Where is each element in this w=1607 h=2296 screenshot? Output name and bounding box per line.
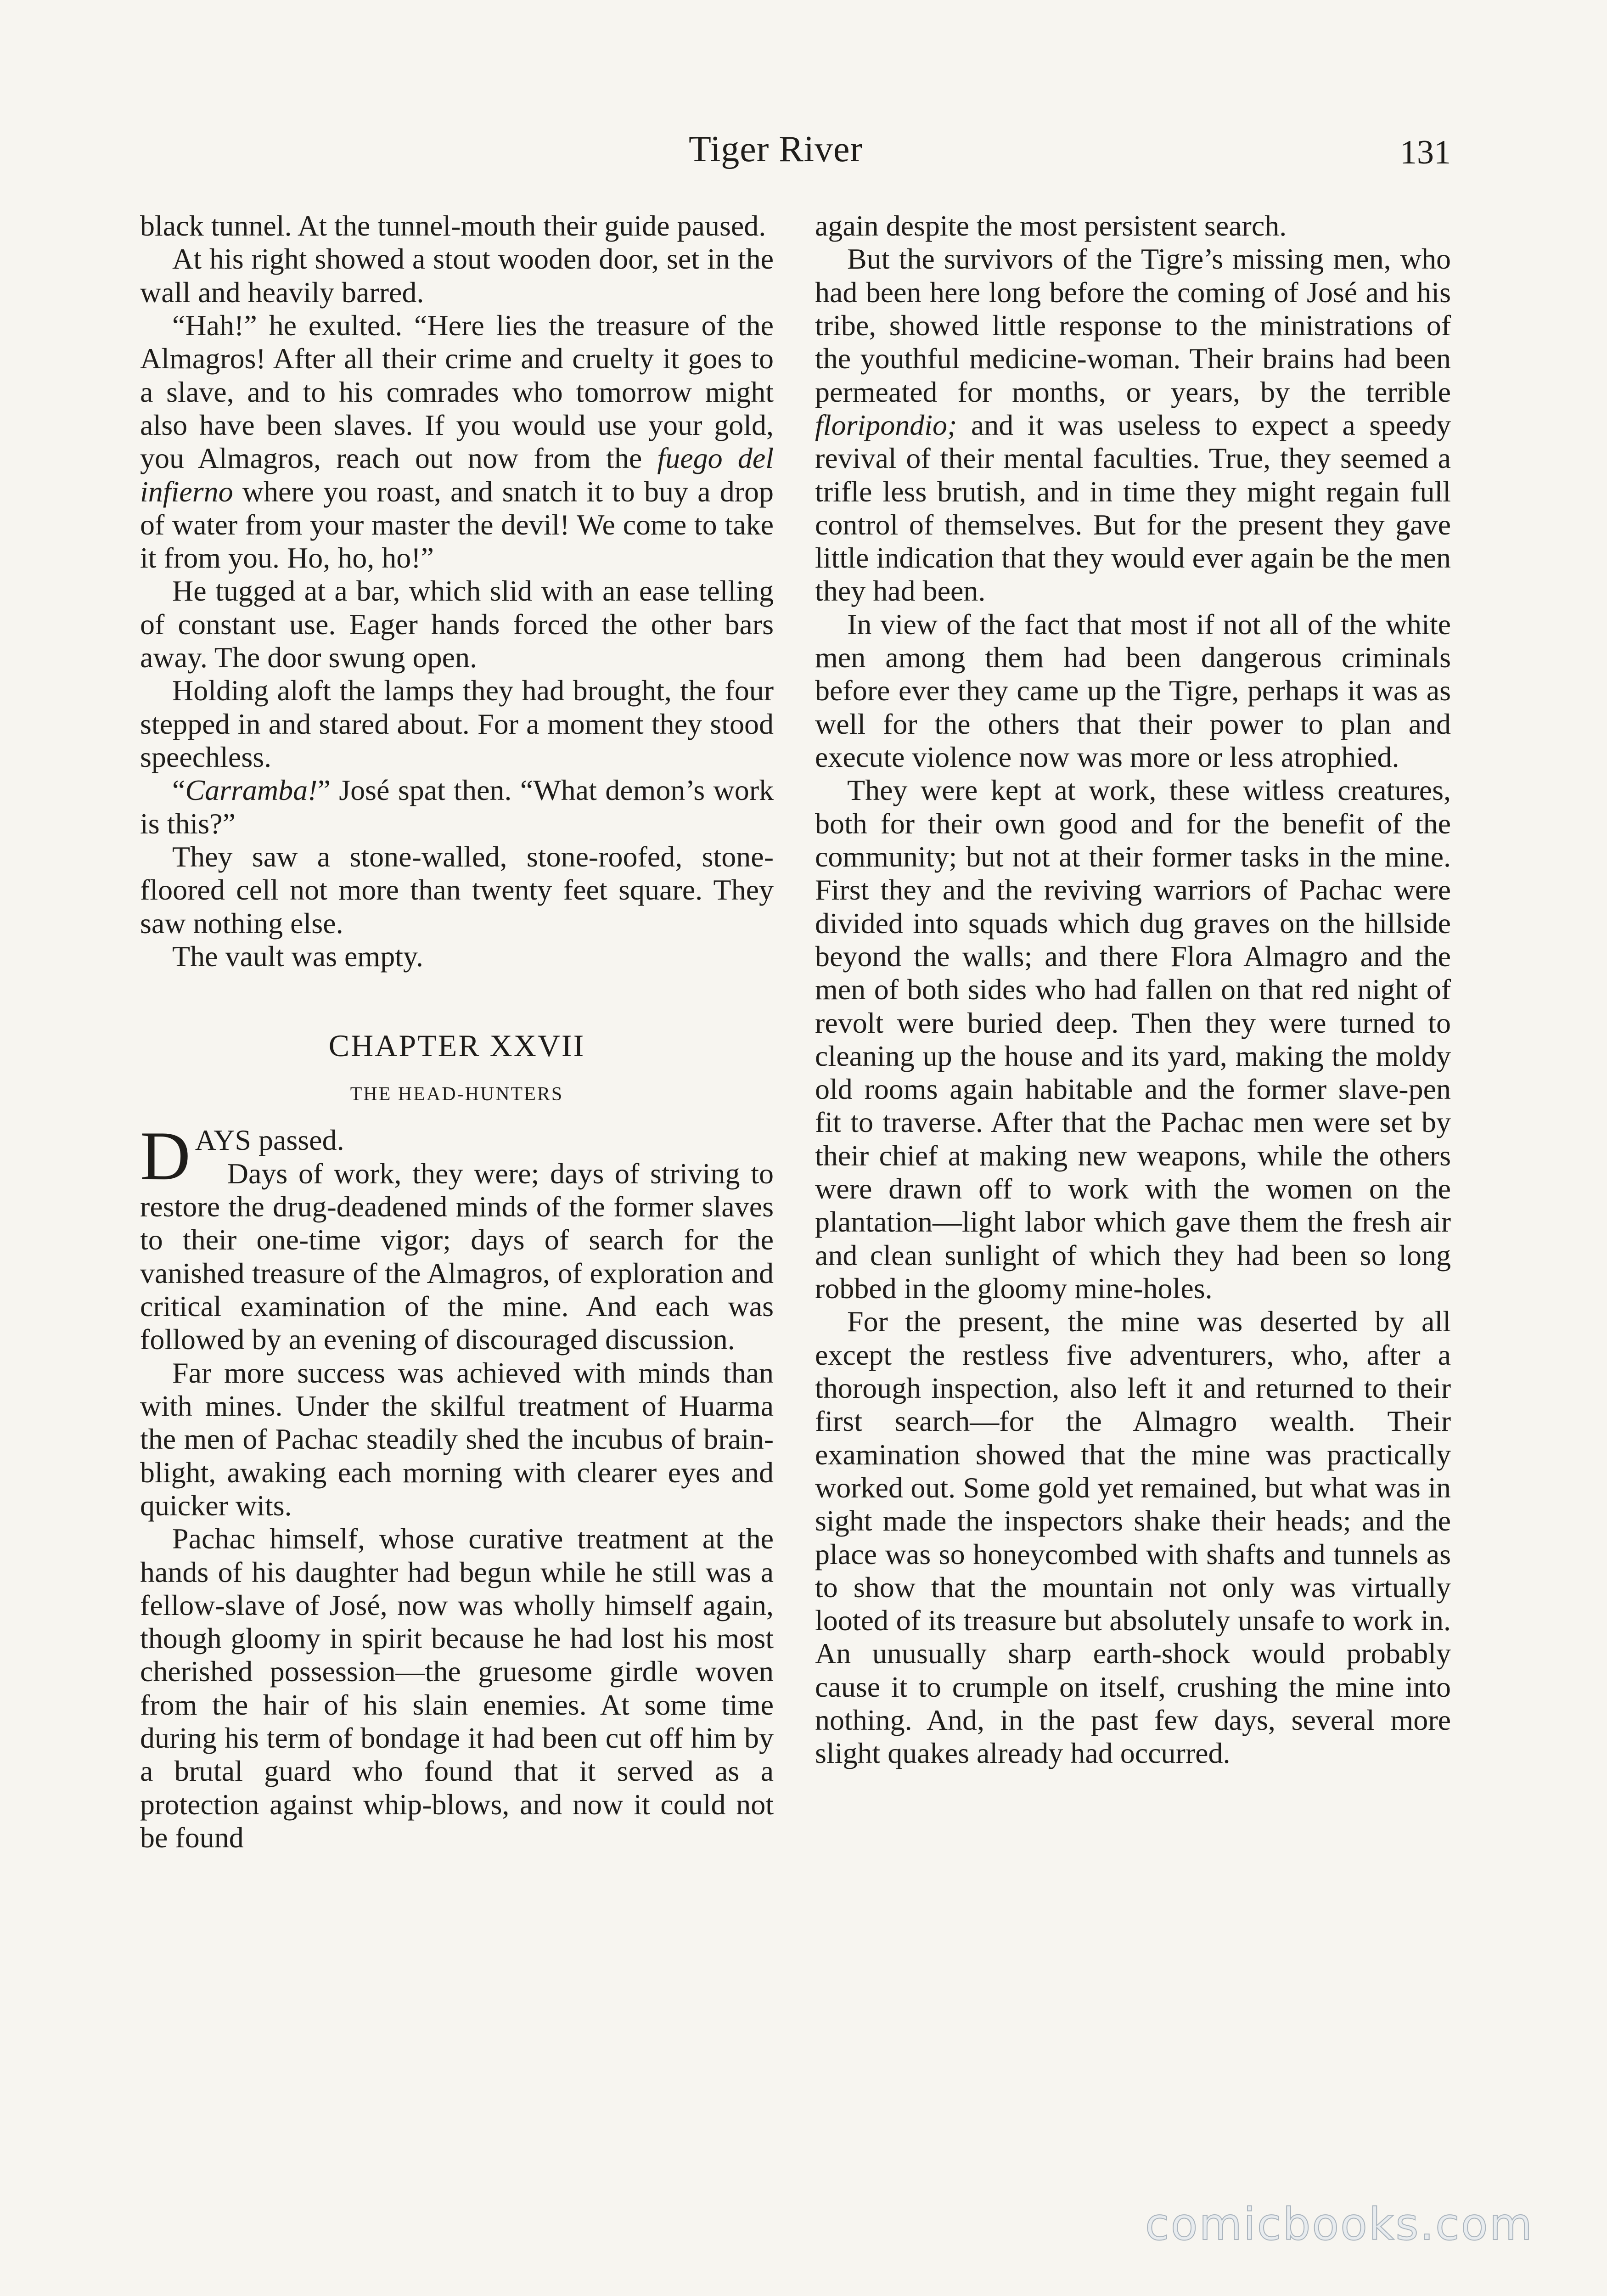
paragraph: The vault was empty.	[172, 940, 423, 973]
paragraph: Holding aloft the lamps they had brought, the four stepped in and stared about. For a moment they stood speechless.	[140, 674, 774, 773]
text-run: ” José spat then. “What demon’s work is this?”	[140, 774, 774, 840]
text-run: But the survivors of the Tigre’s missing men, who had been here long before the coming of José and his tribe, showed little response to the ministrations of the youthful medicine-woman. Their brains had been permeated for months, or years, by the terrible	[815, 242, 1451, 408]
text-run: and it was useless to expect a speedy revival of their mental faculties. True, they seemed a trifle less brutish, and in time they might regain full control of themselves. But for the present they gave little indication that they would ever again be the men they had been.	[815, 408, 1451, 608]
paragraph	[140, 309, 774, 575]
paragraph: At his right showed a stout wooden door, set in the wall and heavily barred.	[140, 242, 774, 309]
italic-phrase: fuego del infierno	[140, 442, 774, 508]
opening-paragraph	[140, 1117, 774, 1195]
italic-phrase: floripondio;	[815, 408, 957, 441]
paragraph: In view of the fact that most if not all of the white men among them had been dangerous criminals before ever they came up the Tigre, perhaps it was as well for the others that their power to plan and execute violence now was more or less atrophied.	[815, 608, 1451, 773]
paragraph: He tugged at a bar, which slid with an ease telling of constant use. Eager hands forced the other bars away. The door swung open.	[140, 574, 774, 674]
right-column	[815, 209, 1451, 1770]
italic-phrase: Carramba!	[185, 774, 318, 807]
paragraph: Days of work, they were; days of striving to restore the drug-deadened minds of the former slaves to their one-time vigor; days of search for the vanished treasure of the Almagros, of exploration and critical examination of the mine. And each was followed by an evening of discouraged discussion.	[140, 1157, 774, 1356]
paragraph: They saw a stone-walled, stone-roofed, stone-floored cell not more than twenty feet square. They saw nothing else.	[140, 840, 774, 940]
paragraph: Pachac himself, whose curative treatment at the hands of his daughter had begun while he still was a fellow-slave of José, now was wholly himself again, though gloomy in spirit because he had lost his most cherished possession—the gruesome girdle woven from the hair of his slain enemies. At some time during his term of bondage it had been cut off him by a brutal guard who found that it served as a protection against whip-blows, and now it could not be found	[140, 1522, 774, 1854]
paragraph: again despite the most persistent search.	[815, 209, 1287, 242]
left-column	[140, 209, 774, 1854]
text-run: AYS passed.	[195, 1124, 344, 1157]
text-run: “	[172, 774, 185, 807]
running-title: Tiger River	[689, 129, 863, 169]
paragraph: For the present, the mine was deserted by all except the restless five adventurers, who, after a thorough inspection, also left it and returned to their first search—for the Almagro wealth. Their examination showed that the mine was practically worked out. Some gold yet remained, but what was in sight made the inspectors shake their heads; and the place was so honeycombed with shafts and tunnels as to show that the mountain not only was virtually looted of its treasure but absolutely unsafe to work in. An unusually sharp earth-shock would probably cause it to crumple on itself, crushing the mine into nothing. And, in the past few days, several more slight quakes already had occurred.	[815, 1305, 1451, 1770]
text-run: “Hah!” he exulted. “Here lies the treasure of the Almagros! After all their crime and cruelty it goes to a slave, and to his comrades who tomorrow might also have been slaves. If you would use your gold, you Almagros, reach out now from the	[140, 309, 774, 475]
chapter-subtitle: THE HEAD-HUNTERS	[350, 1084, 564, 1105]
page-number: 131	[1400, 134, 1451, 171]
paragraph	[140, 774, 774, 840]
drop-cap: D	[140, 1117, 191, 1195]
text-run: where you roast, and snatch it to buy a drop of water from your master the devil! We come to take it from you. Ho, ho, ho!”	[140, 475, 774, 574]
paragraph: Far more success was achieved with minds than with mines. Under the skilful treatment of Huarma the men of Pachac steadily shed the incubus of brain-blight, awaking each morning with clearer eyes and quicker wits.	[140, 1356, 774, 1522]
paragraph	[815, 242, 1451, 608]
paragraph: black tunnel. At the tunnel-mouth their guide paused.	[140, 209, 766, 242]
chapter-title: CHAPTER XXVII	[328, 1028, 585, 1064]
paragraph: They were kept at work, these witless creatures, both for their own good and for the benefit of the community; but not at their former tasks in the mine. First they and the reviving warriors of Pachac were divided into squads which dug graves on the hillside beyond the walls; and there Flora Almagro and the men of both sides who had fallen on that red night of revolt were buried deep. Then they were turned to cleaning up the house and its yard, making the moldy old rooms again habitable and the former slave-pen fit to traverse. After that the Pachac men were set by their chief at making new weapons, while the others were drawn off to work with the women on the plantation—light labor which gave them the fresh air and clean sunlight of which they had been so long robbed in the gloomy mine-holes.	[815, 774, 1451, 1305]
watermark: comicbooks.com	[1145, 2199, 1534, 2250]
